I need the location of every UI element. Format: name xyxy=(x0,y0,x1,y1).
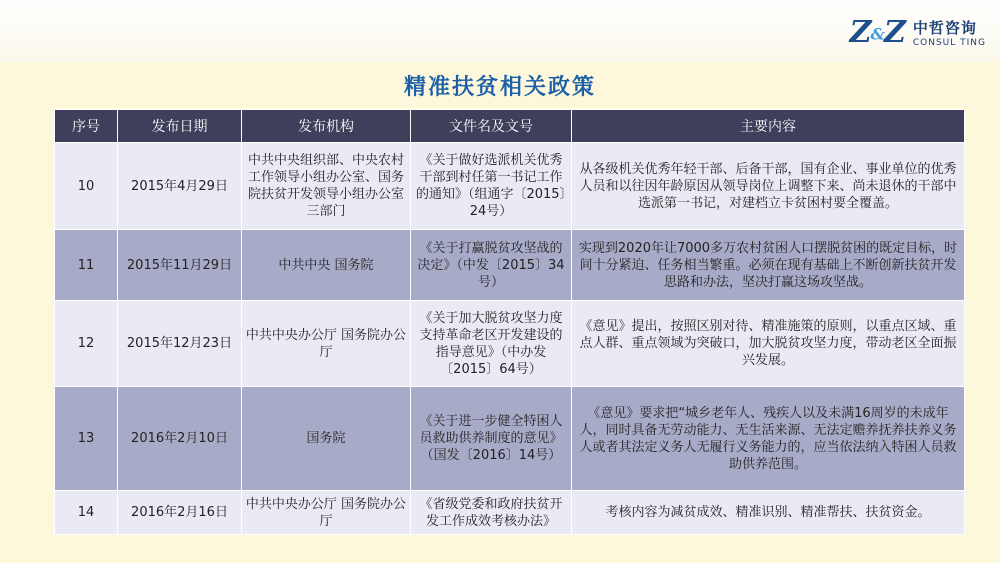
table-row xyxy=(55,143,965,230)
logo-chinese-name: 中哲咨询 xyxy=(912,18,977,37)
logo-mark: Z&Z xyxy=(849,14,905,50)
cell-org: 中共中央 国务院 xyxy=(242,230,411,301)
cell-doc: 《省级党委和政府扶贫开发工作成效考核办法》 xyxy=(411,491,572,535)
page-title: 精准扶贫相关政策 xyxy=(403,75,596,100)
cell-content: 实现到2020年让7000多万农村贫困人口摆脱贫困的既定目标，时间十分紧迫、任务相当繁重。必须在现有基础上不断创新扶贫开发思路和办法，坚决打赢这场攻坚战。 xyxy=(572,230,965,301)
cell-doc: 《关于进一步健全特困人员救助供养制度的意见》（国发〔2016〕14号） xyxy=(411,387,572,491)
table-row xyxy=(55,491,965,535)
cell-date: 2015年4月29日 xyxy=(118,143,242,230)
header-doc: 文件名及文号 xyxy=(411,110,572,143)
cell-org: 国务院 xyxy=(242,387,411,491)
cell-content: 考核内容为减贫成效、精准识别、精准帮扶、扶贫资金。 xyxy=(572,491,965,535)
table-header-row xyxy=(55,110,965,143)
table-row xyxy=(55,230,965,301)
company-logo xyxy=(850,12,986,52)
cell-content: 从各级机关优秀年轻干部、后备干部，国有企业、事业单位的优秀人员和以往因年龄原因从领导岗位上调整下来、尚未退休的干部中选派第一书记，对建档立卡贫困村要全覆盖。 xyxy=(572,143,965,230)
cell-org: 中共中央办公厅 国务院办公厅 xyxy=(242,491,411,535)
cell-no: 12 xyxy=(55,301,118,387)
cell-date: 2015年11月29日 xyxy=(118,230,242,301)
cell-date: 2016年2月10日 xyxy=(118,387,242,491)
cell-content: 《意见》提出，按照区别对待、精准施策的原则，以重点区域、重点人群、重点领域为突破口，加大脱贫攻坚力度，带动老区全面振兴发展。 xyxy=(572,301,965,387)
cell-no: 11 xyxy=(55,230,118,301)
logo-english-name: CONSUL TING xyxy=(912,37,986,48)
cell-doc: 《关于加大脱贫攻坚力度支持革命老区开发建设的指导意见》（中办发〔2015〕64号） xyxy=(411,301,572,387)
cell-org: 中共中央办公厅 国务院办公厅 xyxy=(242,301,411,387)
cell-no: 10 xyxy=(55,143,118,230)
cell-doc: 《关于打赢脱贫攻坚战的决定》（中发〔2015〕34号） xyxy=(411,230,572,301)
cell-doc: 《关于做好选派机关优秀干部到村任第一书记工作的通知》（组通字〔2015〕24号） xyxy=(411,143,572,230)
header-no: 序号 xyxy=(55,110,118,143)
cell-no: 13 xyxy=(55,387,118,491)
cell-no: 14 xyxy=(55,491,118,535)
table-row xyxy=(55,301,965,387)
cell-date: 2016年2月16日 xyxy=(118,491,242,535)
cell-date: 2015年12月23日 xyxy=(118,301,242,387)
cell-org: 中共中央组织部、中央农村工作领导小组办公室、国务院扶贫开发领导小组办公室三部门 xyxy=(242,143,411,230)
table-row xyxy=(55,387,965,491)
header-org: 发布机构 xyxy=(242,110,411,143)
header-date: 发布日期 xyxy=(118,110,242,143)
header-content: 主要内容 xyxy=(572,110,965,143)
cell-content: 《意见》要求把“城乡老年人、残疾人以及未满16周岁的未成年人，同时具备无劳动能力、无生活来源、无法定赡养抚养扶养义务人或者其法定义务人无履行义务能力的，应当依法纳入特困人员救助供养范围。 xyxy=(572,387,965,491)
policy-table xyxy=(54,109,965,535)
logo-text xyxy=(913,17,986,48)
